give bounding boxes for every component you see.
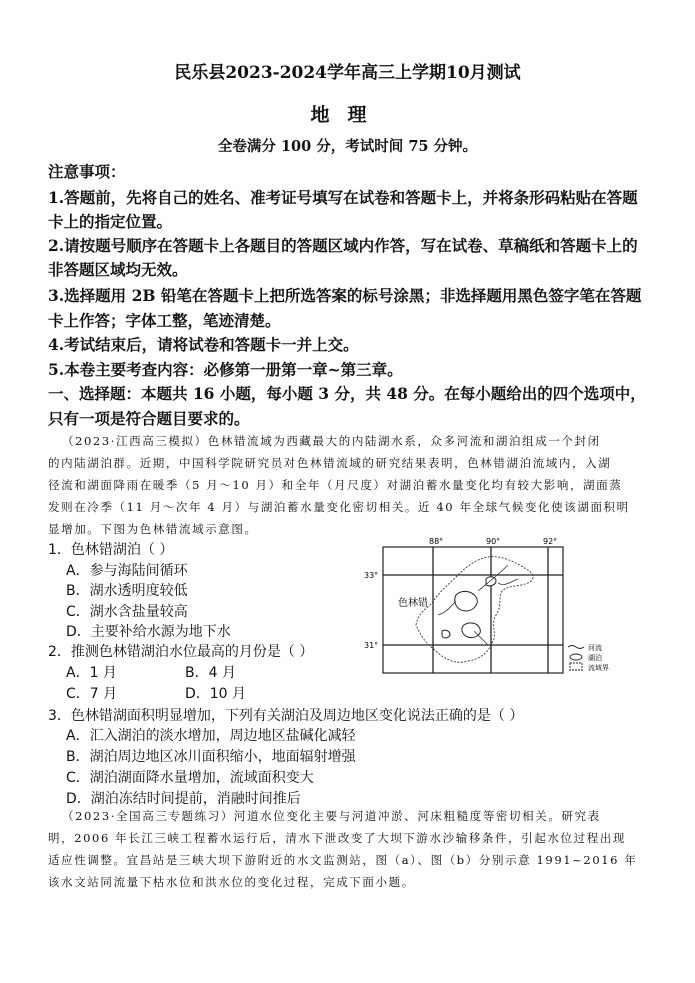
lake-label: 色林错 (398, 598, 428, 609)
legend-boundary-icon (570, 663, 582, 670)
passage-line: 显增加。下图为色林错流域示意图。 (48, 522, 258, 536)
map-frame (383, 547, 563, 673)
notice-line: 非答题区域均无效。 (48, 260, 188, 279)
answer-option: C．湖水含盐量较高 (66, 604, 188, 620)
question-stem: 3．色林错湖面积明显增加，下列有关湖泊及周边地区变化说法正确的是（ ） (48, 708, 524, 724)
passage-line: （2023·全国高三专题练习）河道水位变化主要与河道冲淤、河床粗糙度等密切相关。研究表 (62, 809, 601, 823)
score-line: 全卷满分 100 分，考试时间 75 分钟。 (217, 138, 478, 155)
question-stem: 2．推测色林错湖泊水位最高的月份是（ ） (48, 644, 314, 660)
exam-title: 民乐县2023-2024学年高三上学期10月测试 (174, 63, 521, 83)
lake-shape (442, 630, 450, 638)
passage-line: 发则在冷季（11 月～次年 4 月）与湖泊蓄水量变化密切相关。近 40 年全球气候变化使该湖面积明 (48, 500, 630, 514)
answer-option: D．10 月 (185, 686, 247, 702)
notice-line: 1.答题前，先将自己的姓名、准考证号填写在试卷和答题卡上，并将条形码粘贴在答题 (48, 188, 638, 207)
selinco-basin-map (358, 535, 658, 680)
river-line (438, 601, 456, 615)
notice-line: 4.考试结束后，请将试卷和答题卡一并上交。 (48, 335, 359, 354)
notice-line: 2.请按题号顺序在答题卡上各题目的答题区域内作答，写在试卷、草稿纸和答题卡上的 (48, 236, 638, 255)
question-stem: 1．色林错湖泊（ ） (48, 542, 174, 558)
answer-option: C．7 月 (66, 686, 118, 702)
answer-option: C．湖泊湖面降水量增加，流域面积变大 (66, 770, 314, 786)
longitude-label: 92° (543, 537, 558, 546)
answer-option: A．1 月 (66, 665, 117, 681)
subject-title: 地理 (310, 104, 385, 126)
section-heading: 一、选择题：本题共 16 小题，每小题 3 分，共 48 分。在每小题给出的四个选项中， (48, 384, 646, 403)
notice-line: 5.本卷主要考查内容：必修第一册第一章~第三章。 (48, 360, 403, 379)
passage-line: 径流和湖面降雨在暖季（5 月～10 月）和全年（月尺度）对湖泊蓄水量变化均有较大影响，湖面蒸 (48, 478, 623, 492)
latitude-label: 33° (364, 571, 379, 580)
legend-lake-icon (570, 654, 582, 660)
latitude-label: 31° (364, 641, 379, 650)
answer-option: D．湖泊冻结时间提前，消融时间推后 (66, 791, 301, 807)
lake-shape (486, 577, 496, 586)
passage-line: 的内陆湖泊群。近期，中国科学院研究员对色林错流域的研究结果表明，色林错湖泊流域内，入湖 (48, 456, 612, 470)
notice-heading: 注意事项： (48, 162, 126, 181)
legend-river-icon (568, 646, 584, 649)
section-heading: 只有一项是符合题目要求的。 (48, 409, 250, 428)
answer-option: B．湖泊周边地区冰川面积缩小，地面辐射增强 (66, 749, 356, 765)
notice-line: 3.选择题用 2B 铅笔在答题卡上把所选答案的标号涂黑；非选择题用黑色签字笔在答题 (48, 286, 642, 305)
answer-option: B．4 月 (185, 665, 236, 681)
notice-line: 卡上的指定位置。 (48, 212, 173, 231)
answer-option: D．主要补给水源为地下水 (66, 624, 231, 640)
legend-label: 流域界 (588, 664, 609, 672)
river-line (498, 579, 518, 585)
legend-label: 湖泊 (588, 654, 602, 662)
longitude-label: 90° (486, 537, 501, 546)
lake-shape (462, 623, 480, 638)
legend-label: 河流 (588, 644, 602, 652)
lake-selinco (455, 591, 478, 611)
passage-line: （2023·江西高三模拟）色林错流域为西藏最大的内陆湖水系，众多河流和湖泊组成一个封闭 (62, 434, 601, 448)
answer-option: B．湖水透明度较低 (66, 583, 188, 599)
passage-line: 明，2006 年长江三峡工程蓄水运行后，清水下泄改变了大坝下游水沙输移条件，引起水位过程出现 (48, 831, 627, 845)
river-line (474, 631, 488, 645)
passage-line: 适应性调整。宜昌站是三峡大坝下游附近的水文监测站，图（a）、图（b）分别示意 1991~2016 年 (48, 853, 638, 867)
notice-line: 卡上作答；字体工整，笔迹清楚。 (48, 311, 281, 330)
answer-option: A．汇入湖泊的淡水增加，周边地区盐碱化减轻 (66, 728, 356, 744)
answer-option: A．参与海陆间循环 (66, 563, 188, 579)
longitude-label: 88° (429, 537, 444, 546)
passage-line: 该水文站同流量下枯水位和洪水位的变化过程，完成下面小题。 (48, 875, 415, 889)
